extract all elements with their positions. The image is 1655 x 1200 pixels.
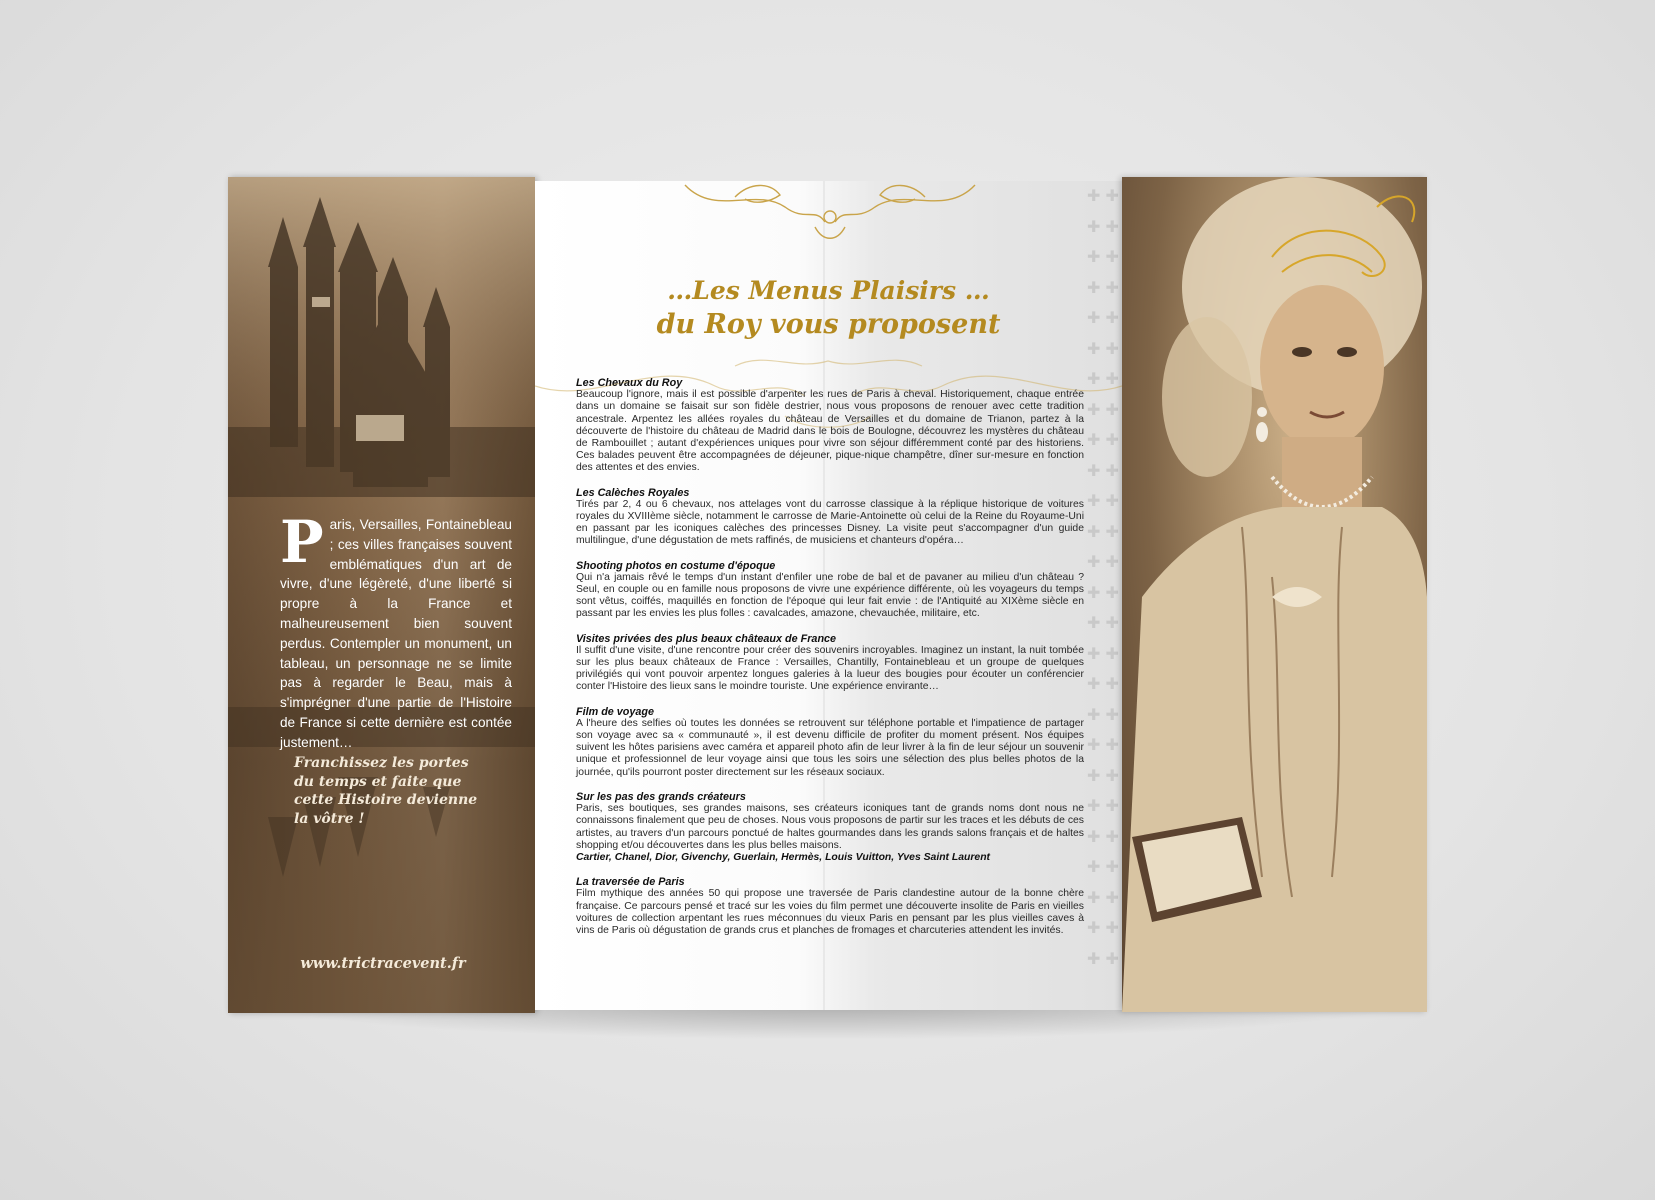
section-body: Qui n'a jamais rêvé le temps d'un instant d'enfiler une robe de bal et de pavaner au milieu d'un château ? Seul, en couple ou en famille nous proposons de vivre une expérience différente, où les voyageurs du temps sont vêtus, coiffés, maquillés en fonction de l'époque qui leur fait envie : de l'Antiquité au XIXème siècle en passant par les envies les plus folles : cavalcades, amazone, chevauchée, militaire, etc. [576,571,1084,620]
tagline-quote: Franchissez les portes du temps et faite que cette Histoire devienne la vôtre ! [294,755,478,827]
section-heading: Les Chevaux du Roy [576,377,683,389]
portrait-photo [1122,177,1427,1012]
baroque-ornament-top [675,181,985,247]
section-film [576,706,1084,779]
section-heading: Les Calèches Royales [576,486,690,499]
middle-panel [535,181,1122,1010]
section-heading: Visites privées des plus beaux châteaux de France [576,632,837,645]
title-line-2: du Roy vous proposent [656,309,1001,340]
section-chevaux [576,377,1084,475]
section-body: Tirés par 2, 4 ou 6 chevaux, nos attelages vont du carrosse classique à la réplique historique de voitures royales du XVIIIème siècle, notamment le carrosse de Marie-Antoinette où celui de la Reine du Royaume-Uni en passant par les iconiques calèches des princesses Disney. La visite peut s'accompagner d'un guide multilingue, d'une dégustation de mets raffinés, de musiciens et chanteurs d'opéra… [576,498,1084,547]
section-createurs [576,791,1084,864]
dropcap-letter: P [280,508,324,576]
section-heading: Sur les pas des grands créateurs [576,790,746,803]
decorative-crosses: ✚ ✚ ✚ ✚ ✚ ✚ ✚ ✚ ✚ ✚ ✚ ✚ ✚ ✚ ✚ ✚ ✚ ✚ ✚ ✚ ✚ ✚ ✚ ✚ ✚ ✚ ✚ ✚ ✚ ✚ ✚ ✚ ✚ ✚ ✚ ✚ ✚ ✚ ✚ ✚ ✚ ✚ ✚ ✚ ✚ ✚ ✚ ✚ ✚ ✚ ✚ ✚ [1087,186,1119,968]
section-heading: Shooting photos en costume d'époque [576,559,776,572]
title-line-1: …Les Menus Plaisirs … [667,276,990,305]
section-traversee [576,876,1084,937]
website-url[interactable]: www.trictracevent.fr [300,955,466,972]
section-body: Beaucoup l'ignore, mais il est possible d'arpenter les rues de Paris à cheval. Historiquement, chaque entrée dans un domaine se faisait sur son fidèle destrier, nous vous proposons de renouer avec cette tradition ancestrale. Arpentez les allées royales du château de Versailles et du domaine de Trianon, partez à la découverte de l'histoire du château de Madrid dans le bois de Boulogne, découvrez les mystères du château de Rambouillet ; autant d'expériences uniques pour vivre son séjour différemment conté par des historiens. Ces balades peuvent être accompagnées de déjeuner, pique-nique champêtre, dîner sur-mesure en fonction des attentes et des envies. [576,389,1084,474]
section-body: Paris, ses boutiques, ses grandes maisons, ses créateurs iconiques tant de grands noms dont nous ne connaissons finalement que peu de choses. Nous vous proposons de partir sur les traces et les débuts de ces artistes, au travers d'un parcours ponctué de haltes gourmandes dans les grands salons français et de haltes shopping et/ou découvertes dans les plus belles maisons. [576,803,1084,851]
intro-text: aris, Versailles, Fontainebleau ; ces villes françaises souvent emblématiques d'un art de vivre, d'une légèreté, d'une liberté si propre à la France et malheureusement bien souvent perdus. Contempler un monument, un tableau, un personnage ne se limite pas à regarder le Beau, mais à s'imprégner d'une partie de l'Histoire de France si cette dernière est contée justement… [280,517,512,750]
section-body: Il suffit d'une visite, d'une rencontre pour créer des souvenirs incroyables. Imaginez un instant, la nuit tombée sur les plus beaux châteaux de France : Versailles, Chantilly, Fontainebleau et un groupe de quelques privilégiés qui vont pouvoir arpentez longues galeries à la lueur des bougies pour écouter un conférencier conter l'Histoire des lieux sans le moindre touriste. Une expérience envirante… [576,644,1084,693]
section-heading: La traversée de Paris [576,876,685,889]
section-visites [576,633,1084,694]
right-panel [1122,177,1427,1012]
section-heading: Film de voyage [576,705,655,718]
services-list [576,377,1084,949]
section-body: A l'heure des selfies où toutes les données se retrouvent sur téléphone portable et l'impatience de partager son voyage avec sa « communauté », il est devenu difficile de profiter du moment présent. Nos équipes suivent les hôtes parisiens avec caméra et appareil photo afin de leur livrer à la fin de leur séjour un souvenir unique et professionnel de leur voyage ainsi que tous les soirs une sélection des plus belles photos de la journée, qu'ils pourront poster directement sur les réseaux sociaux. [576,717,1084,778]
section-shooting [576,560,1084,621]
section-caleches [576,487,1084,548]
intro-paragraph [280,508,512,753]
brand-list: Cartier, Chanel, Dior, Givenchy, Guerlain, Hermès, Louis Vuitton, Yves Saint Laurent [576,851,991,863]
section-body: Film mythique des années 50 qui propose une traversée de Paris clandestine autour de la bonne chère française. Ce parcours pensé et tracé sur les voies du film permet une découverte insolite de Paris en vieilles voitures de collection arpentant les rues méconnues du vieux Paris en pensant par les plus vieilles caves à vins de Paris où dégustation de grands crus et planches de fromages et charcuteries attendent les invités. [576,888,1084,936]
left-panel [228,177,535,1013]
